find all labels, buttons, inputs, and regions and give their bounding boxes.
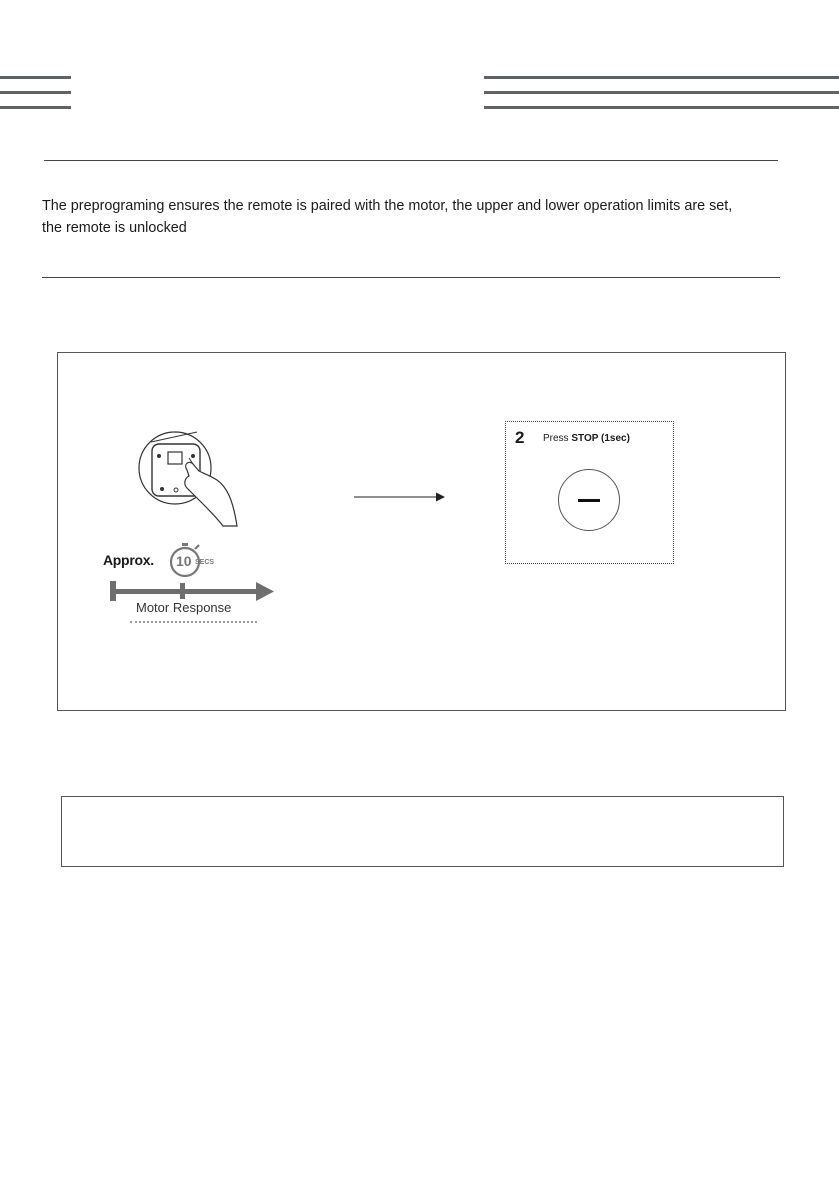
header-bar [484, 106, 839, 109]
step-instruction [543, 433, 630, 444]
step-label-prefix: Press [543, 433, 569, 444]
step-card [505, 421, 674, 564]
note-box [61, 796, 784, 867]
top-divider [44, 160, 778, 161]
header-bar [484, 76, 839, 79]
stopwatch-icon [168, 541, 222, 579]
header-bar [484, 91, 839, 94]
stop-dash [578, 499, 600, 502]
arrow-right-icon [354, 491, 446, 503]
approx-label: Approx. [103, 552, 154, 568]
stop-button-icon [558, 469, 620, 531]
header-bar [0, 106, 71, 109]
timer-value: 10 [176, 553, 192, 569]
header-bar [0, 91, 71, 94]
step-label-bold: STOP (1sec) [571, 433, 630, 444]
intro-line-1: The preprograming ensures the remote is paired with the motor, the upper and lower operation limits are set, [42, 198, 733, 214]
hand-press-icon [135, 430, 240, 530]
diagram-frame [57, 352, 786, 711]
step-number: 2 [515, 428, 525, 447]
bottom-divider [42, 277, 780, 278]
timer-unit: SECS [195, 559, 215, 566]
intro-line-2: the remote is unlocked [42, 220, 187, 236]
dotted-line [130, 621, 257, 623]
intro-paragraph [42, 195, 782, 239]
header-bar [0, 76, 71, 79]
timeline-label: Motor Response [136, 600, 232, 615]
